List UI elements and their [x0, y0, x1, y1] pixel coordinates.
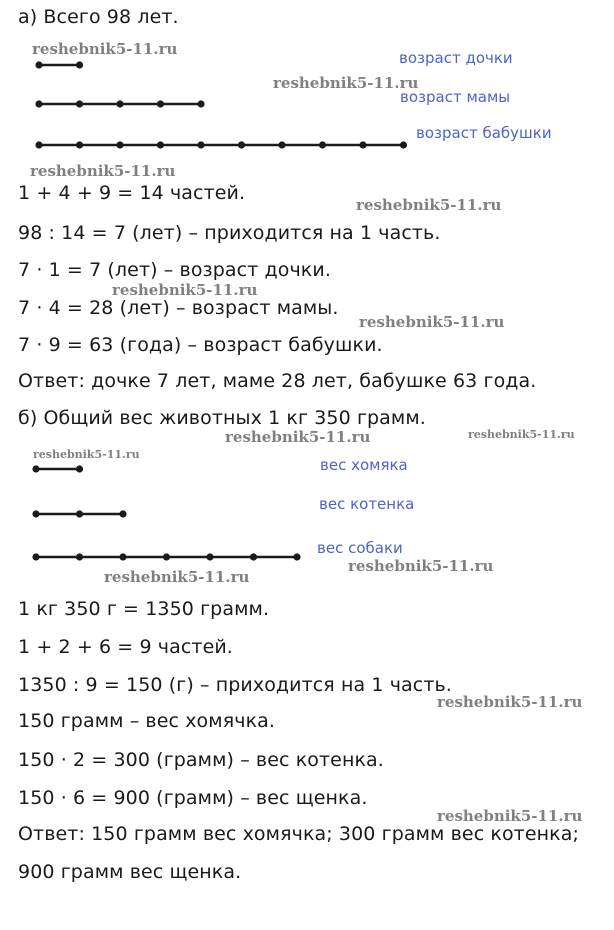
mother-segment-dot — [157, 100, 164, 107]
part-a-line-1: 1 + 4 + 9 = 14 частей. — [18, 182, 246, 204]
watermark: reshebnik5-11.ru — [33, 448, 140, 461]
grandmother-segment-dot — [35, 141, 42, 148]
grandmother-segment-dot — [197, 141, 204, 148]
label-hamster-weight: вес хомяка — [320, 456, 408, 474]
watermark: reshebnik5-11.ru — [104, 568, 250, 586]
hamster-segment-dot — [32, 465, 39, 472]
part-b-line-1: 1 кг 350 г = 1350 грамм. — [18, 598, 270, 620]
label-dog-weight: вес собаки — [317, 539, 403, 557]
grandmother-segment-dot — [319, 141, 326, 148]
diagram-b — [32, 465, 300, 560]
grandmother-segment-dot — [400, 141, 407, 148]
mother-segment-dot — [116, 100, 123, 107]
kitten-segment-dot — [119, 510, 126, 517]
watermark: reshebnik5-11.ru — [437, 693, 583, 711]
daughter-segment-dot — [76, 61, 83, 68]
watermark: reshebnik5-11.ru — [112, 281, 258, 299]
dog-segment-dot — [250, 553, 257, 560]
grandmother-segment-dot — [359, 141, 366, 148]
dog-segment-dot — [76, 553, 83, 560]
label-grandmother-age: возраст бабушки — [416, 124, 552, 142]
label-kitten-weight: вес котенка — [319, 495, 415, 513]
mother-segment-dot — [197, 100, 204, 107]
dog-segment-dot — [206, 553, 213, 560]
grandmother-segment-dot — [76, 141, 83, 148]
part-b-line-3: 1350 : 9 = 150 (г) – приходится на 1 часть. — [18, 674, 452, 696]
hamster-segment-dot — [76, 465, 83, 472]
part-b-line-4: 150 грамм – вес хомячка. — [18, 710, 276, 732]
watermark: reshebnik5-11.ru — [348, 557, 494, 575]
part-b-header: б) Общий вес животных 1 кг 350 грамм. — [18, 407, 426, 429]
part-a-line-2: 98 : 14 = 7 (лет) – приходится на 1 часть. — [18, 222, 441, 244]
part-b-answer-1: Ответ: 150 грамм вес хомячка; 300 грамм вес котенка; — [18, 823, 579, 845]
grandmother-segment-dot — [116, 141, 123, 148]
label-mother-age: возраст мамы — [400, 88, 511, 106]
part-a-line-5: 7 · 9 = 63 (года) – возраст бабушки. — [18, 334, 383, 356]
part-b-answer-2: 900 грамм вес щенка. — [18, 861, 242, 883]
mother-segment-dot — [35, 100, 42, 107]
part-b-line-2: 1 + 2 + 6 = 9 частей. — [18, 636, 233, 658]
watermark: reshebnik5-11.ru — [356, 196, 502, 214]
watermark: reshebnik5-11.ru — [359, 313, 505, 331]
watermark: reshebnik5-11.ru — [273, 74, 419, 92]
part-a-line-4: 7 · 4 = 28 (лет) – возраст мамы. — [18, 297, 339, 319]
kitten-segment-dot — [76, 510, 83, 517]
part-b-line-5: 150 · 2 = 300 (грамм) – вес котенка. — [18, 749, 384, 771]
part-a-answer: Ответ: дочке 7 лет, маме 28 лет, бабушке 63 года. — [18, 370, 537, 392]
kitten-segment-dot — [32, 510, 39, 517]
mother-segment-dot — [76, 100, 83, 107]
watermark: reshebnik5-11.ru — [225, 428, 371, 446]
dog-segment-dot — [32, 553, 39, 560]
grandmother-segment-dot — [157, 141, 164, 148]
watermark: reshebnik5-11.ru — [30, 162, 176, 180]
daughter-segment-dot — [35, 61, 42, 68]
watermark: reshebnik5-11.ru — [437, 807, 583, 825]
part-a-line-3: 7 · 1 = 7 (лет) – возраст дочки. — [18, 259, 331, 281]
part-b-line-6: 150 · 6 = 900 (грамм) – вес щенка. — [18, 787, 368, 809]
dog-segment-dot — [163, 553, 170, 560]
watermark: reshebnik5-11.ru — [32, 40, 178, 58]
grandmother-segment-dot — [278, 141, 285, 148]
grandmother-segment-dot — [238, 141, 245, 148]
part-a-header: а) Всего 98 лет. — [18, 6, 179, 28]
label-daughter-age: возраст дочки — [399, 49, 513, 67]
watermark: reshebnik5-11.ru — [468, 428, 575, 441]
dog-segment-dot — [293, 553, 300, 560]
dog-segment-dot — [119, 553, 126, 560]
